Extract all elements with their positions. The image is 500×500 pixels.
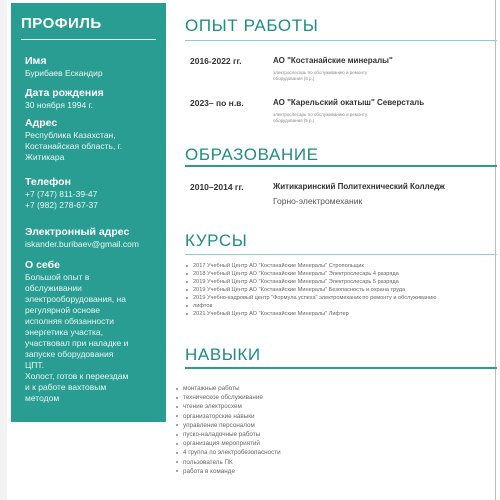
about-line: электрооборудования, на bbox=[25, 294, 126, 304]
profile-title-divider bbox=[21, 39, 156, 40]
about-line: и к работе вахтовым bbox=[25, 382, 107, 392]
skill-item: работа в команде bbox=[175, 467, 497, 476]
skill-item: организаторские навыки bbox=[175, 412, 497, 421]
about-line: регулярной основе bbox=[25, 305, 100, 315]
experience-divider bbox=[185, 40, 497, 41]
experience-description-line: оборудования (5 р.) bbox=[273, 75, 315, 81]
experience-years: 2023– по н.в. bbox=[190, 98, 244, 108]
course-item: 2021 Учебный Центр АО "Костанайские Минералы" Лифтер bbox=[185, 310, 497, 318]
profile-title: ПРОФИЛЬ bbox=[21, 15, 102, 32]
experience-company: АО "Костанайские минералы" bbox=[273, 56, 393, 65]
dob-block bbox=[25, 87, 158, 111]
skill-item: пользователь ПК bbox=[175, 458, 497, 467]
phone-number[interactable]: +7 (982) 278-67-37 bbox=[25, 200, 99, 210]
about-line: запуске оборудования bbox=[25, 349, 114, 359]
skills-title: НАВЫКИ bbox=[185, 345, 261, 364]
about-line: Большой опыт в bbox=[25, 272, 90, 282]
education-school: Житикаринский Политехнический Колледж bbox=[273, 182, 445, 191]
skill-item: организация мероприятий bbox=[175, 439, 497, 448]
course-item: 2019 Учебный Центр АО "Костанайские Минералы" Безопасность и охрана труда bbox=[185, 286, 497, 294]
about-label: О себе bbox=[25, 259, 60, 271]
education-divider bbox=[185, 165, 497, 167]
experience-description bbox=[273, 70, 403, 81]
profile-sidebar bbox=[11, 3, 166, 422]
skill-item: монтажные работы bbox=[175, 384, 497, 393]
name-label: Имя bbox=[25, 55, 47, 67]
about-line: участвовал при наладке и bbox=[25, 338, 129, 348]
course-item: 2018 Учебный Центр АО "Костанайские Минералы" Электрослесарь 4 разряда bbox=[185, 270, 497, 278]
experience-years: 2016-2022 гг. bbox=[190, 56, 242, 66]
experience-description-line: оборудования (5 р.) bbox=[273, 117, 315, 123]
about-line: ЦПТ. bbox=[25, 360, 45, 370]
address-label: Адрес bbox=[25, 117, 58, 129]
experience-description-line: электрослесарь по обслуживанию и ремонту bbox=[273, 112, 368, 117]
name-value: Бурибаев Ескандир bbox=[25, 68, 103, 78]
email-block bbox=[25, 226, 158, 250]
experience-description-line: электрослесарь по обслуживанию и ремонту bbox=[273, 70, 368, 75]
phone-block bbox=[25, 176, 158, 211]
skill-item: техническое обслуживание bbox=[175, 393, 497, 402]
address-block bbox=[25, 117, 158, 163]
skills-list bbox=[175, 384, 497, 476]
education-specialty: Горно-электромеханик bbox=[273, 196, 363, 206]
about-line: исполняя обязанности bbox=[25, 316, 115, 326]
course-item: 2019 Учебный Центр АО "Костанайские Минералы" Электрослесарь 5 разряда bbox=[185, 278, 497, 286]
course-item: 2017 Учебный Центр АО "Костанайские Минералы" Стропольщик bbox=[185, 262, 497, 270]
courses-divider bbox=[185, 254, 497, 255]
skill-item: 4 группа по электробезопасности bbox=[175, 448, 497, 457]
phone-label: Телефон bbox=[25, 176, 71, 188]
about-line: энергетика участка, bbox=[25, 327, 104, 337]
email-value[interactable]: iskander.buribaev@gmail.com bbox=[25, 239, 139, 249]
education-years: 2010–2014 гг. bbox=[190, 182, 244, 192]
address-line: Житикара bbox=[25, 152, 65, 162]
experience-title: ОПЫТ РАБОТЫ bbox=[185, 16, 319, 35]
education-title: ОБРАЗОВАНИЕ bbox=[185, 145, 319, 164]
about-line: методом bbox=[25, 393, 60, 403]
experience-description bbox=[273, 112, 403, 123]
main-content bbox=[185, 0, 497, 500]
course-item: лифтов bbox=[185, 302, 497, 310]
course-item: 2019 Учебно-кадровый центр "Формула успеха" электромеханик по ремонту и обслуживанию bbox=[185, 294, 497, 302]
about-line: обслуживании bbox=[25, 283, 82, 293]
dob-value: 30 ноября 1994 г. bbox=[25, 100, 93, 110]
experience-company: АО "Карельский окатыш" Северсталь bbox=[273, 98, 425, 107]
skills-divider bbox=[185, 367, 497, 369]
skill-item: пуско-наладочные работы bbox=[175, 430, 497, 439]
skill-item: чтение электросхем bbox=[175, 402, 497, 411]
dob-label: Дата рождения bbox=[25, 87, 104, 99]
email-label: Электронный адрес bbox=[25, 226, 130, 238]
phone-number[interactable]: +7 (747) 811-39-47 bbox=[25, 189, 98, 199]
address-line: Республика Казахстан, bbox=[25, 130, 116, 140]
name-block bbox=[25, 55, 158, 79]
address-line: Костанайская область, г. bbox=[25, 141, 123, 151]
skill-item: управление персоналом bbox=[175, 421, 497, 430]
about-line: Холост, готов к переездам bbox=[25, 371, 129, 381]
courses-title: КУРСЫ bbox=[185, 231, 248, 250]
about-block bbox=[25, 259, 158, 404]
courses-list bbox=[185, 262, 497, 318]
